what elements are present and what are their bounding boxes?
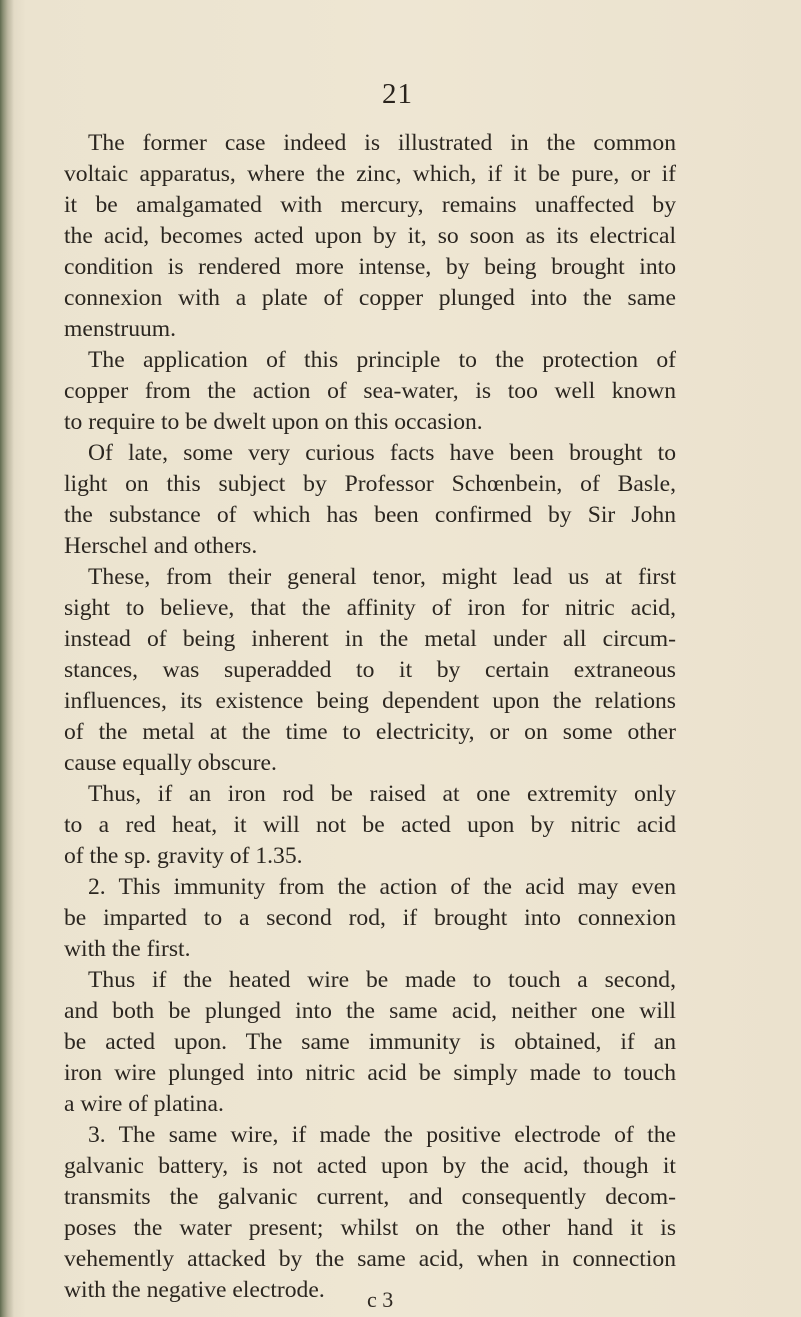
text-line: 2. This immunity from the action of the acid may even bbox=[88, 874, 676, 900]
body-text bbox=[64, 128, 676, 1306]
text-line: connexion with a plate of copper plunged into the same bbox=[64, 285, 676, 311]
text-line: poses the water present; whilst on the other hand it is bbox=[64, 1215, 676, 1241]
text-line: light on this subject by Professor Schœnbein, of Basle, bbox=[64, 471, 676, 497]
text-line: influences, its existence being dependent upon the relations bbox=[64, 688, 676, 714]
text-line: voltaic apparatus, where the zinc, which, if it be pure, or if bbox=[64, 161, 676, 187]
text-line: copper from the action of sea-water, is too well known bbox=[64, 378, 676, 404]
text-line: Of late, some very curious facts have been brought to bbox=[88, 440, 676, 466]
text-line: The application of this principle to the protection of bbox=[88, 347, 676, 373]
text-line: galvanic battery, is not acted upon by the acid, though it bbox=[64, 1153, 676, 1179]
text-line: with the first. bbox=[64, 936, 191, 962]
printer-signature-mark: c 3 bbox=[367, 1287, 394, 1312]
text-line: sight to believe, that the affinity of iron for nitric acid, bbox=[64, 595, 676, 621]
text-line: condition is rendered more intense, by being brought into bbox=[64, 254, 676, 280]
text-line: Thus if the heated wire be made to touch a second, bbox=[88, 967, 676, 993]
text-line: Thus, if an iron rod be raised at one extremity only bbox=[88, 781, 676, 807]
text-line: and both be plunged into the same acid, neither one will bbox=[64, 998, 676, 1024]
text-line: iron wire plunged into nitric acid be simply made to touch bbox=[64, 1060, 676, 1086]
text-line: the acid, becomes acted upon by it, so soon as its electrical bbox=[64, 223, 676, 249]
text-line: a wire of platina. bbox=[64, 1091, 224, 1117]
text-line: cause equally obscure. bbox=[64, 750, 277, 776]
text-line: with the negative electrode. bbox=[64, 1277, 325, 1303]
text-line: be acted upon. The same immunity is obtained, if an bbox=[64, 1029, 676, 1055]
text-line: The former case indeed is illustrated in the common bbox=[88, 130, 676, 156]
text-line: instead of being inherent in the metal under all circum- bbox=[64, 626, 676, 652]
text-line: transmits the galvanic current, and consequently decom- bbox=[64, 1184, 676, 1210]
text-line: of the sp. gravity of 1.35. bbox=[64, 843, 303, 869]
text-line: vehemently attacked by the same acid, when in connection bbox=[64, 1246, 676, 1272]
text-line: menstruum. bbox=[64, 316, 177, 342]
text-line: to require to be dwelt upon on this occasion. bbox=[64, 409, 483, 435]
text-line: to a red heat, it will not be acted upon by nitric acid bbox=[64, 812, 676, 838]
text-line: 3. The same wire, if made the positive electrode of the bbox=[88, 1122, 676, 1148]
text-line: the substance of which has been confirmed by Sir John bbox=[64, 502, 676, 528]
binding-gutter-shadow bbox=[0, 0, 14, 1317]
page-number: 21 bbox=[382, 78, 413, 110]
text-line: be imparted to a second rod, if brought into connexion bbox=[64, 905, 676, 931]
text-line: it be amalgamated with mercury, remains unaffected by bbox=[64, 192, 676, 218]
text-line: of the metal at the time to electricity, or on some other bbox=[64, 719, 676, 745]
text-line: Herschel and others. bbox=[64, 533, 258, 559]
text-line: stances, was superadded to it by certain extraneous bbox=[64, 657, 676, 683]
text-line: These, from their general tenor, might lead us at first bbox=[88, 564, 676, 590]
